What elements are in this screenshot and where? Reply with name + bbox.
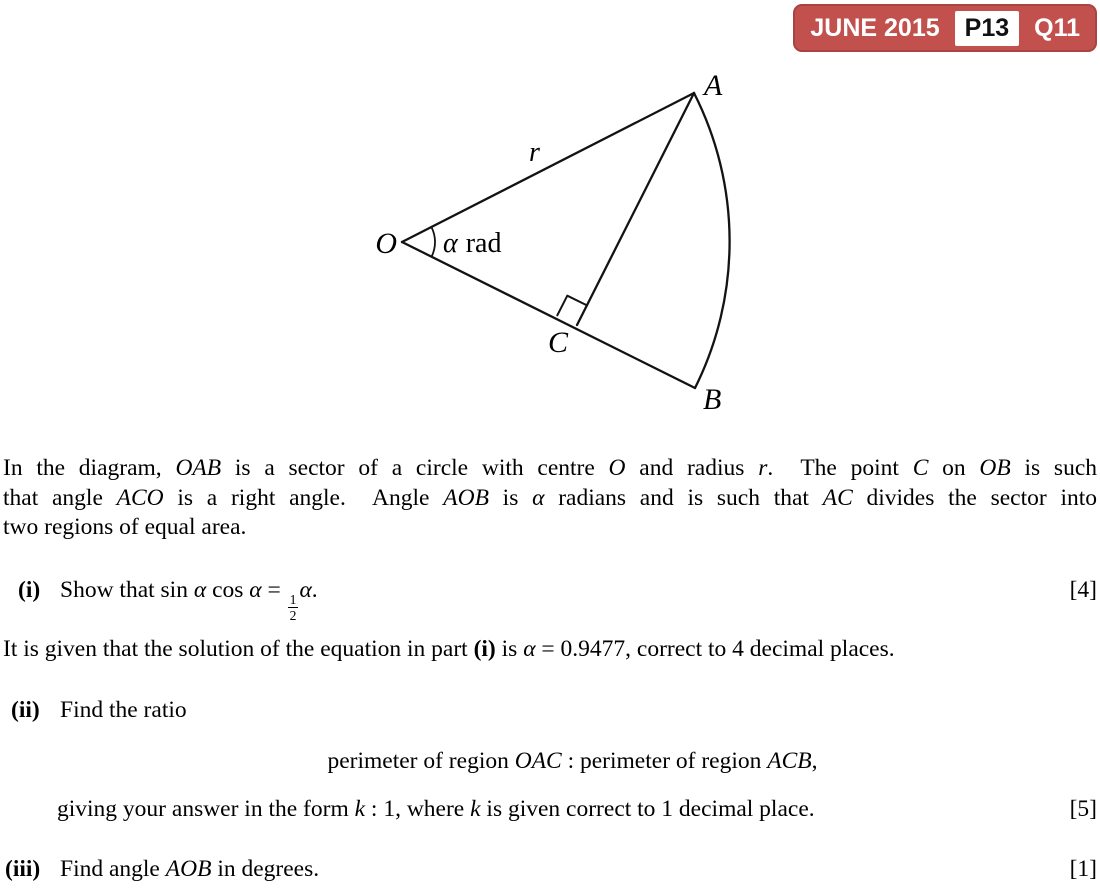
point-b-label: B (703, 383, 722, 416)
angle-alpha-arc (431, 227, 435, 257)
part-i-marks: [4] (1069, 577, 1097, 603)
point-o-label: O (375, 227, 397, 260)
point-c-label: C (548, 326, 569, 359)
part-ii-giving-text: giving your answer in the form k : 1, where k is given correct to 1 decimal place. (57, 796, 815, 822)
rad-unit-label: rad (465, 228, 502, 259)
part-i-text: Show that sin α cos α = $\frac{1}{2}$ α. (60, 577, 318, 624)
part-iii-marks: [1] (1069, 856, 1097, 882)
part-ii-label: (ii) (11, 697, 40, 723)
given-statement: It is given that the solution of the equation in part (i) is α = 0.9477, correct to 4 decimal places. (3, 636, 895, 662)
part-i-label: (i) (18, 577, 41, 603)
badge-paper-label: P13 (955, 11, 1019, 46)
badge-session-label: JUNE 2015 (810, 13, 940, 42)
part-ii-text: Find the ratio (60, 697, 187, 723)
part-iii-text: Find angle AOB in degrees. (60, 856, 320, 882)
part-ii-ratio-line: perimeter of region OAC : perimeter of region ACB, (327, 748, 818, 774)
alpha-symbol: α (443, 228, 458, 259)
point-a-label: A (704, 69, 723, 102)
arc-ab (694, 93, 730, 388)
intro-line-2: that angle ACO is a right angle. Angle AOB is α radians and is such that AC divides the sector into (3, 484, 1097, 511)
intro-line-3: two regions of equal area. (3, 514, 247, 540)
angle-alpha-label (443, 228, 501, 259)
radius-oa-line (402, 93, 694, 242)
chord-ac-line (577, 93, 694, 325)
radius-r-label: r (529, 137, 540, 168)
badge-question-label: Q11 (1034, 13, 1080, 42)
radius-ob-line (402, 242, 695, 388)
part-iii-label: (iii) (5, 856, 41, 882)
part-ii-marks: [5] (1069, 796, 1097, 822)
intro-line-1: In the diagram, OAB is a sector of a circle with centre O and radius r. The point C on OB is such (3, 455, 1098, 481)
